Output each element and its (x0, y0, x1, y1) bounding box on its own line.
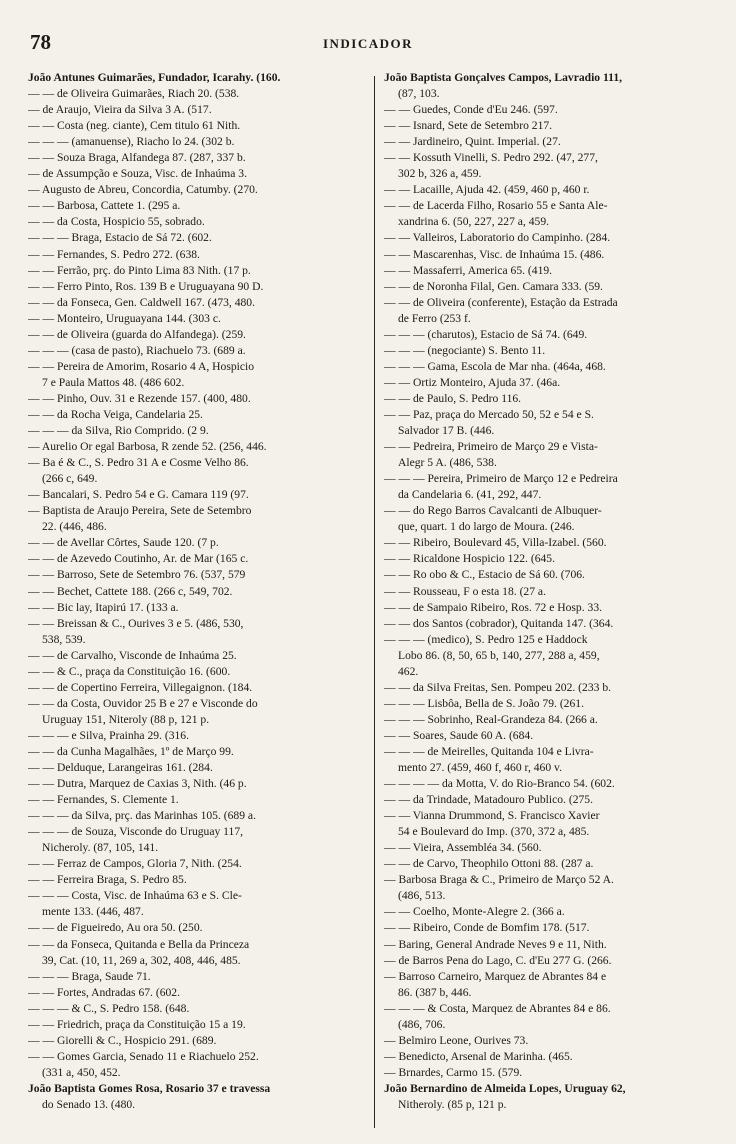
directory-entry-line: — — de Oliveira (guarda do Alfandega). (259. (28, 327, 246, 341)
directory-entry-line: — — Coelho, Monte-Alegre 2. (366 a. (384, 905, 565, 919)
directory-entry-line: — — — de Souza, Visconde do Uruguay 117, (28, 825, 244, 839)
directory-entry-line: 39, Cat. (10, 11, 269 a, 302, 408, 446, 485. (42, 953, 241, 967)
directory-entry-line: — — — e Silva, Prainha 29. (316. (28, 728, 190, 742)
directory-entry-line: 54 e Boulevard do Imp. (370, 372 a, 485. (398, 825, 590, 839)
running-head: INDICADOR (322, 36, 414, 51)
directory-entry-line: — — Fernandes, S. Clemente 1. (28, 793, 179, 807)
directory-entry-line: — — Kossuth Vinelli, S. Pedro 292. (47, 277, (384, 151, 598, 165)
directory-entry-line: — — Ortiz Monteiro, Ajuda 37. (46a. (384, 375, 561, 389)
directory-entry-line: — Baptista de Araujo Pereira, Sete de Setembro (28, 504, 252, 518)
directory-entry-line: — — — Costa, Visc. de Inhaúma 63 e S. Cle- (28, 889, 242, 903)
directory-entry-line: — — Valleiros, Laboratorio do Campinho. (284. (384, 231, 611, 245)
directory-entry-line: — — — Sobrinho, Real-Grandeza 84. (266 a. (384, 712, 598, 726)
directory-entry-line: — — — Braga, Estacio de Sá 72. (602. (28, 231, 212, 245)
directory-entry-line: — — Lacaille, Ajuda 42. (459, 460 p, 460 r. (384, 183, 590, 197)
directory-entry-line: — Barbosa Braga & C., Primeiro de Março 52 A. (384, 873, 614, 887)
directory-entry-line: — — — (casa de pasto), Riachuelo 73. (689 a. (28, 343, 246, 357)
directory-entry-line: — — Fernandes, S. Pedro 272. (638. (28, 247, 200, 261)
directory-entry-line: — — da Costa, Ouvidor 25 B e 27 e Visconde do (28, 696, 258, 710)
directory-entry-line: — — Bechet, Cattete 188. (266 c, 549, 702. (28, 584, 233, 598)
directory-entry-line: — — Giorelli & C., Hospicio 291. (689. (28, 1033, 217, 1047)
directory-entry-line: — — de Lacerda Filho, Rosario 55 e Santa Ale- (384, 199, 608, 213)
directory-entry-line: — Augusto de Abreu, Concordia, Catumby. (270. (28, 183, 258, 197)
directory-entry-line: — — Vianna Drummond, S. Francisco Xavier (384, 809, 600, 823)
directory-entry-line: — — Gomes Garcia, Senado 11 e Riachuelo 252. (28, 1049, 259, 1063)
directory-entry-line: — Bancalari, S. Pedro 54 e G. Camara 119 (97. (28, 488, 249, 502)
directory-entry-line: — de Araujo, Vieira da Silva 3 A. (517. (28, 103, 212, 117)
directory-entry-line: — — — Pereira, Primeiro de Março 12 e Pedreira (384, 472, 618, 486)
directory-entry-line: Uruguay 151, Niteroly (88 p, 121 p. (42, 712, 210, 726)
directory-entry-line: (486, 513. (398, 889, 446, 903)
directory-entry-line: — Barroso Carneiro, Marquez de Abrantes 84 e (384, 969, 607, 983)
column-divider (374, 76, 375, 1128)
directory-entry-line: João Baptista Gomes Rosa, Rosario 37 e travessa (28, 1081, 271, 1095)
directory-entry-line: — — Barroso, Sete de Setembro 76. (537, 579 (28, 568, 246, 582)
directory-entry-line: — Benedicto, Arsenal de Marinha. (465. (384, 1049, 573, 1063)
directory-entry-line: — — — (negociante) S. Bento 11. (384, 343, 546, 357)
directory-entry-line: — — da Cunha Magalhães, 1º de Março 99. (28, 744, 234, 758)
directory-entry-line: — — da Costa, Hospicio 55, sobrado. (28, 215, 205, 229)
directory-entry-line: que, quart. 1 do largo de Moura. (246. (398, 520, 575, 534)
directory-entry-line: — — Ferrão, prç. do Pinto Lima 83 Nith. (17 p. (28, 263, 251, 277)
directory-entry-line: 86. (387 b, 446. (398, 985, 472, 999)
directory-entry-line: — — de Sampaio Ribeiro, Ros. 72 e Hosp. 33. (384, 600, 603, 614)
directory-entry-line: — — da Silva Freitas, Sen. Pompeu 202. (233 b. (384, 680, 612, 694)
directory-entry-line: — — Ferro Pinto, Ros. 139 B e Uruguayana 90 D. (28, 279, 264, 293)
directory-entry-line: — — Vieira, Assembléa 34. (560. (384, 841, 542, 855)
directory-entry-line: da Candelaria 6. (41, 292, 447. (398, 488, 542, 502)
directory-entry-line: — — Friedrich, praça da Constituição 15 a 19. (28, 1017, 246, 1031)
directory-entry-line: — — — Lisbôa, Bella de S. João 79. (261. (384, 696, 584, 710)
directory-entry-line: — — — da Silva, prç. das Marinhas 105. (689 a. (28, 809, 256, 823)
directory-entry-line: — — dos Santos (cobrador), Quitanda 147. (364. (384, 616, 614, 630)
directory-entry-line: — — Guedes, Conde d'Eu 246. (597. (384, 103, 558, 117)
directory-entry-line: — — Souza Braga, Alfandega 87. (287, 337 b. (28, 151, 246, 165)
directory-entry-line: xandrina 6. (50, 227, 227 a, 459. (398, 215, 550, 229)
directory-entry-line: — — Breissan & C., Ourives 3 e 5. (486, 530, (28, 616, 244, 630)
directory-entry-line: — — Ferraz de Campos, Gloria 7, Nith. (254. (28, 857, 242, 871)
directory-entry-line: — — de Figueiredo, Au ora 50. (250. (28, 921, 203, 935)
directory-entry-line: — de Barros Pena do Lago, C. d'Eu 277 G. (266. (384, 953, 612, 967)
directory-entry-line: — — Isnard, Sete de Setembro 217. (384, 119, 553, 133)
directory-entry-line: João Bernardino de Almeida Lopes, Uruguay 62, (384, 1081, 626, 1095)
directory-entry-line: — — Massaferri, America 65. (419. (384, 263, 553, 277)
directory-entry-line: João Baptista Gonçalves Campos, Lavradio 111, (384, 71, 623, 84)
directory-entry-line: — — Soares, Saude 60 A. (684. (384, 728, 534, 742)
directory-entry-line: — — Dutra, Marquez de Caxias 3, Nith. (46 p. (28, 777, 247, 791)
directory-entry-line: — — de Oliveira Guimarães, Riach 20. (538. (28, 87, 240, 101)
directory-entry-line: 7 e Paula Mattos 48. (486 602. (42, 375, 185, 389)
right-column (384, 70, 728, 1113)
directory-entry-line: (331 a, 450, 452. (42, 1065, 121, 1079)
directory-entry-line: — Belmiro Leone, Ourives 73. (384, 1033, 529, 1047)
directory-entry-line: — Ba é & C., S. Pedro 31 A e Cosme Velho 86. (28, 456, 249, 470)
directory-entry-line: — — de Copertino Ferreira, Villegaignon. (184. (28, 680, 253, 694)
directory-entry-line: — — da Rocha Veiga, Candelaria 25. (28, 407, 203, 421)
directory-entry-line: — — Bic lay, Itapirú 17. (133 a. (28, 600, 179, 614)
directory-entry-line: (266 c, 649. (42, 472, 98, 486)
directory-entry-line: — — & C., praça da Constituição 16. (600. (28, 664, 231, 678)
directory-entry-line: João Antunes Guimarães, Fundador, Icarahy. (160. (28, 71, 281, 84)
directory-entry-line: — — — (medico), S. Pedro 125 e Haddock (384, 632, 588, 646)
directory-entry-line: — — — & Costa, Marquez de Abrantes 84 e 86. (384, 1001, 611, 1015)
directory-entry-line: 22. (446, 486. (42, 520, 107, 534)
directory-entry-line: (486, 706. (398, 1017, 446, 1031)
directory-entry-line: Nitheroly. (85 p, 121 p. (398, 1098, 507, 1111)
directory-entry-line: — — de Oliveira (conferente), Estação da Estrada (384, 295, 618, 309)
directory-entry-line: — — Delduque, Larangeiras 161. (284. (28, 761, 213, 775)
directory-entry-line: — — de Azevedo Coutinho, Ar. de Mar (165 c. (28, 552, 249, 566)
directory-entry-line: — — de Paulo, S. Pedro 116. (384, 391, 522, 405)
directory-entry-line: (87, 103. (398, 87, 440, 101)
directory-entry-line: — — — — da Motta, V. do Rio-Branco 54. (602. (384, 777, 615, 791)
directory-entry-line: — — Rousseau, F o esta 18. (27 a. (384, 584, 546, 598)
directory-entry-line: — — Paz, praça do Mercado 50, 52 e 54 e S. (384, 407, 594, 421)
directory-entry-line: 538, 539. (42, 632, 86, 646)
directory-entry-line: — — de Carvalho, Visconde de Inhaúma 25. (28, 648, 237, 662)
directory-entry-line: — — Costa (neg. ciante), Cem titulo 61 Nith. (28, 119, 241, 133)
directory-entry-line: — — — (charutos), Estacio de Sá 74. (649. (384, 327, 588, 341)
directory-entry-line: — — Monteiro, Uruguayana 144. (303 c. (28, 311, 221, 325)
directory-entry-line: — — — da Silva, Rio Comprido. (2 9. (28, 424, 209, 438)
directory-entry-line: — — Pedreira, Primeiro de Março 29 e Vista- (384, 440, 598, 454)
directory-entry-line: — Brnardes, Carmo 15. (579. (384, 1065, 523, 1079)
directory-entry-line: — — da Trindade, Matadouro Publico. (275. (384, 793, 593, 807)
directory-entry-line: — — — (amanuense), Riacho lo 24. (302 b. (28, 135, 235, 149)
directory-entry-line: — — Ribeiro, Boulevard 45, Villa-Izabel. (560. (384, 536, 607, 550)
directory-entry-line: — — de Noronha Filal, Gen. Camara 333. (59. (384, 279, 603, 293)
directory-entry-line: — — — & C., S. Pedro 158. (648. (28, 1001, 190, 1015)
directory-entry-line: — — — de Meirelles, Quitanda 104 e Livra- (384, 744, 594, 758)
directory-entry-line: — — Mascarenhas, Visc. de Inhaúma 15. (486. (384, 247, 605, 261)
directory-entry-line: Nicheroly. (87, 105, 141. (42, 841, 159, 855)
directory-entry-line: — de Assumpção e Souza, Visc. de Inhaúma 3. (28, 167, 248, 181)
directory-entry-line: de Ferro (253 f. (398, 311, 471, 325)
directory-entry-line: 462. (398, 664, 419, 678)
directory-entry-line: mento 27. (459, 460 f, 460 r, 460 v. (398, 761, 562, 775)
directory-entry-line: — — Pereira de Amorim, Rosario 4 A, Hospicio (28, 359, 255, 373)
directory-entry-line: 302 b, 326 a, 459. (398, 167, 482, 181)
directory-entry-line: — — Ferreira Braga, S. Pedro 85. (28, 873, 187, 887)
directory-entry-line: — — Fortes, Andradas 67. (602. (28, 985, 180, 999)
directory-entry-line: — Aurelio Or egal Barbosa, R zende 52. (256, 446. (28, 440, 267, 454)
directory-entry-line: — — Barbosa, Cattete 1. (295 a. (28, 199, 181, 213)
directory-entry-line: — — Jardineiro, Quint. Imperial. (27. (384, 135, 561, 149)
directory-entry-line: — — de Avellar Côrtes, Saude 120. (7 p. (28, 536, 219, 550)
directory-entry-line: — — Ro obo & C., Estacio de Sá 60. (706. (384, 568, 585, 582)
directory-entry-line: Alegr 5 A. (486, 538. (398, 456, 497, 470)
directory-entry-line: — — de Carvo, Theophilo Ottoni 88. (287 a. (384, 857, 594, 871)
directory-entry-line: do Senado 13. (480. (42, 1098, 136, 1111)
directory-entry-line: Lobo 86. (8, 50, 65 b, 140, 277, 288 a, 459, (398, 648, 600, 662)
directory-entry-line: — — — Gama, Escola de Mar nha. (464a, 468. (384, 359, 606, 373)
page-number: 78 (30, 30, 51, 54)
directory-entry-line: — — do Rego Barros Cavalcanti de Albuquer- (384, 504, 602, 518)
directory-entry-line: — — da Fonseca, Gen. Caldwell 167. (473, 480. (28, 295, 256, 309)
directory-entry-line: — — — Braga, Saude 71. (28, 969, 151, 983)
directory-entry-line: — Baring, General Andrade Neves 9 e 11, Nith. (384, 937, 607, 951)
directory-entry-line: mente 133. (446, 487. (42, 905, 144, 919)
directory-entry-line: Salvador 17 B. (446. (398, 424, 495, 438)
left-column (28, 70, 368, 1113)
directory-entry-line: — — Ribeiro, Conde de Bomfim 178. (517. (384, 921, 590, 935)
directory-entry-line: — — Pinho, Ouv. 31 e Rezende 157. (400, 480. (28, 391, 251, 405)
page-header (30, 30, 706, 56)
directory-entry-line: — — da Fonseca, Quitanda e Bella da Princeza (28, 937, 250, 951)
directory-entry-line: — — Ricaldone Hospicio 122. (645. (384, 552, 555, 566)
